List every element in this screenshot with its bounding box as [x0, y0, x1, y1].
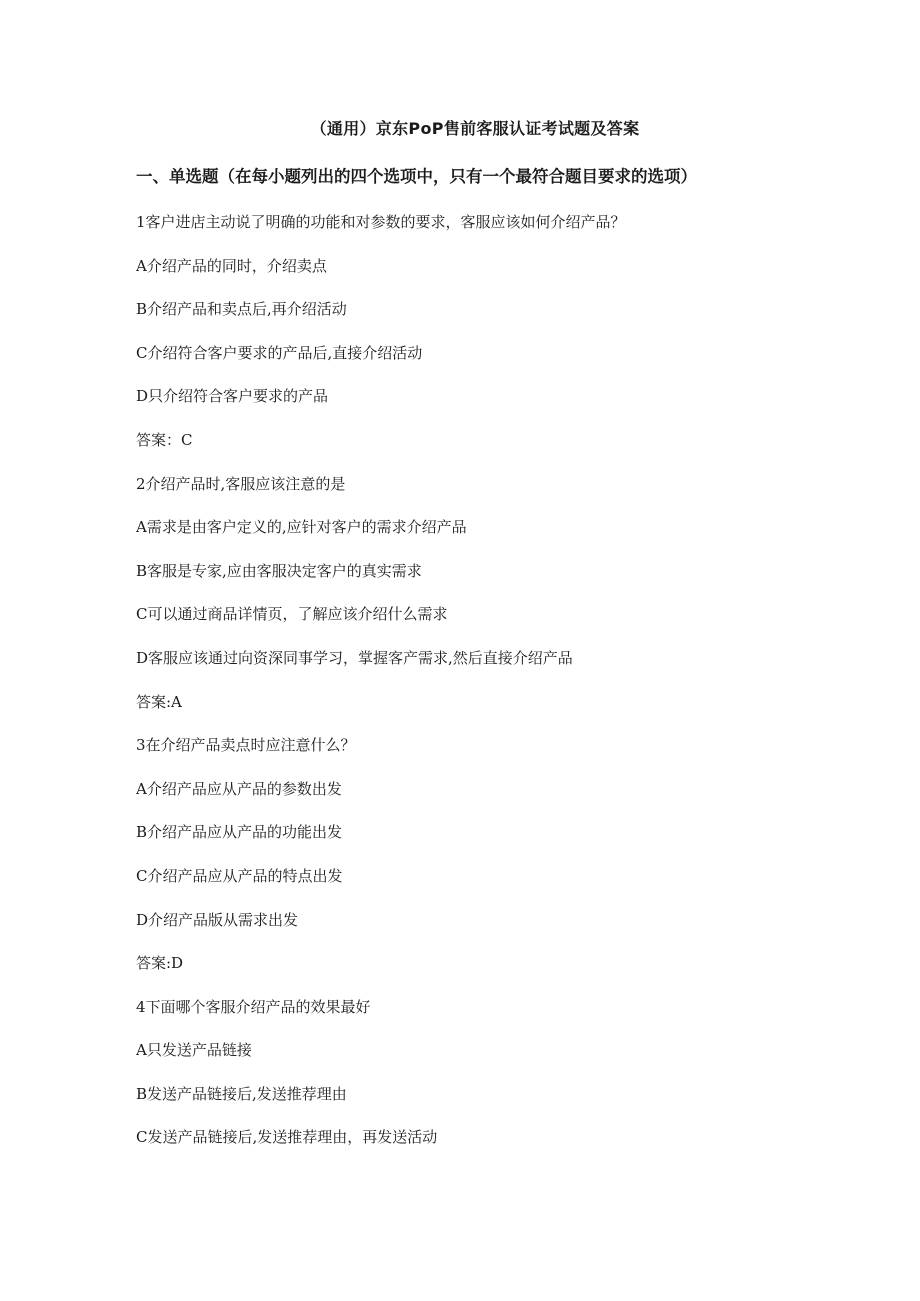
question-2-option-d: D客服应该通过向资深同事学习，掌握客产需求,然后直接介绍产品 — [136, 648, 573, 667]
question-1-stem: 1客户进店主动说了明确的功能和对参数的要求，客服应该如何介绍产品？ — [136, 213, 626, 231]
question-1-option-c: C介绍符合客户要求的产品后,直接介绍活动 — [136, 343, 423, 362]
question-2-option-a: A需求是由客户定义的,应针对客户的需求介绍产品 — [136, 518, 467, 537]
question-1-answer: 答案：C — [136, 430, 193, 449]
question-list — [136, 208, 856, 1167]
question-4-option-b: B发送产品链接后,发送推荐理由 — [136, 1084, 347, 1103]
question-2-option-c: C可以通过商品详情页，了解应该介绍什么需求 — [136, 605, 448, 624]
question-4-stem: 4下面哪个客服介绍产品的效果最好 — [136, 997, 371, 1016]
document-title: （通用）京东PoP售前客服认证考试题及答案 — [310, 119, 640, 138]
question-4-option-a: A只发送产品链接 — [136, 1041, 252, 1060]
question-3-answer: 答案:D — [136, 954, 184, 973]
question-3-option-a: A介绍产品应从产品的参数出发 — [136, 779, 342, 798]
question-2-answer: 答案:A — [136, 692, 182, 711]
question-3-option-c: C介绍产品应从产品的特点出发 — [136, 866, 343, 885]
question-4-option-c: C发送产品链接后,发送推荐理由，再发送活动 — [136, 1128, 438, 1147]
question-2-stem: 2介绍产品时,客服应该注意的是 — [136, 474, 346, 493]
question-1-option-b: B介绍产品和卖点后,再介绍活动 — [136, 300, 347, 319]
question-3-option-d: D介绍产品版从需求出发 — [136, 910, 299, 929]
question-3-stem: 3在介绍产品卖点时应注意什么？ — [136, 736, 356, 755]
question-3-option-b: B介绍产品应从产品的功能出发 — [136, 823, 343, 842]
question-1-option-d: D只介绍符合客户要求的产品 — [136, 387, 329, 406]
question-2-option-b: B客服是专家,应由客服决定客户的真实需求 — [136, 561, 422, 580]
section-heading: 一、单选题（在每小题列出的四个选项中，只有一个最符合题目要求的选项） — [136, 167, 697, 186]
question-1-option-a: A介绍产品的同时，介绍卖点 — [136, 256, 327, 275]
